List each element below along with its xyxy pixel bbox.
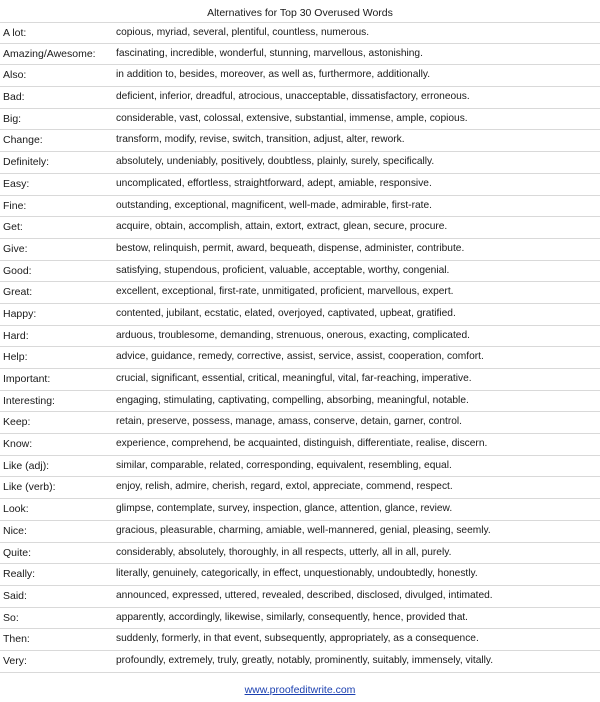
overused-word: Also: (3, 69, 27, 82)
table-row (0, 391, 600, 413)
table-row (0, 347, 600, 369)
table-row (0, 456, 600, 478)
overused-word: Look: (3, 503, 29, 516)
alternative-words: arduous, troublesome, demanding, strenuous, onerous, exacting, complicated. (116, 329, 470, 341)
table-row (0, 261, 600, 283)
overused-word: Give: (3, 242, 28, 255)
alternative-words: bestow, relinquish, permit, award, bequeath, dispense, administer, contribute. (116, 242, 465, 254)
alternative-words: profoundly, extremely, truly, greatly, notably, prominently, suitably, immensely, vitally. (116, 654, 494, 666)
overused-word: Very: (3, 654, 27, 667)
overused-word: Great: (3, 286, 33, 299)
table-row (0, 543, 600, 565)
overused-word: Know: (3, 438, 33, 451)
alternative-words: absolutely, undeniably, positively, doubtless, plainly, surely, specifically. (116, 156, 435, 168)
alternative-words: retain, preserve, possess, manage, amass, conserve, detain, garner, control. (116, 416, 462, 428)
overused-word: Important: (3, 373, 51, 385)
table-row (0, 477, 600, 499)
overused-word: Nice: (3, 524, 27, 537)
table-row (0, 651, 600, 673)
table-row (0, 130, 600, 152)
overused-word: Then: (3, 633, 30, 646)
table-row (0, 434, 600, 456)
table-row (0, 608, 600, 630)
alternative-words: acquire, obtain, accomplish, attain, extort, extract, glean, secure, procure. (116, 221, 448, 233)
alternative-words: enjoy, relish, admire, cherish, regard, extol, appreciate, commend, respect. (116, 481, 453, 493)
table-row (0, 369, 600, 391)
table-row (0, 499, 600, 521)
overused-word: Easy: (3, 177, 30, 190)
alternative-words: experience, comprehend, be acquainted, distinguish, differentiate, realise, discern. (116, 438, 488, 450)
table-row (0, 174, 600, 196)
alternative-words: fascinating, incredible, wonderful, stunning, marvellous, astonishing. (116, 47, 423, 59)
table-row (0, 304, 600, 326)
table-row (0, 586, 600, 608)
overused-word: Big: (3, 112, 22, 125)
alternative-words: excellent, exceptional, first-rate, unmitigated, proficient, marvellous, expert. (116, 286, 454, 298)
alternatives-table (0, 22, 600, 673)
table-row (0, 65, 600, 87)
alternative-words: copious, myriad, several, plentiful, countless, numerous. (116, 27, 370, 38)
overused-word: Good: (3, 264, 32, 277)
alternative-words: transform, modify, revise, switch, transition, adjust, alter, rework. (116, 134, 405, 146)
table-row (0, 412, 600, 434)
alternative-words: contented, jubilant, ecstatic, elated, overjoyed, captivated, upbeat, gratified. (116, 307, 456, 319)
alternative-words: apparently, accordingly, likewise, similarly, consequently, hence, provided that. (116, 611, 469, 623)
table-row (0, 87, 600, 109)
overused-word: So: (3, 611, 19, 624)
table-row (0, 196, 600, 218)
table-row (0, 564, 600, 586)
page-title: Alternatives for Top 30 Overused Words (207, 7, 393, 19)
overused-word: Change: (3, 134, 43, 147)
overused-word: Fine: (3, 199, 27, 212)
overused-word: Like (verb): (3, 481, 56, 494)
alternative-words: gracious, pleasurable, charming, amiable, well-mannered, genial, pleasing, seemly. (116, 524, 491, 536)
overused-word: A lot: (3, 27, 27, 39)
overused-word: Quite: (3, 546, 32, 559)
alternative-words: engaging, stimulating, captivating, compelling, absorbing, meaningful, notable. (116, 394, 469, 406)
overused-word: Interesting: (3, 394, 55, 407)
overused-word: Amazing/Awesome: (3, 47, 96, 60)
alternative-words: suddenly, formerly, in that event, subsequently, appropriately, as a consequence. (116, 633, 479, 645)
alternative-words: deficient, inferior, dreadful, atrocious, unacceptable, dissatisfactory, erroneous. (116, 91, 470, 103)
table-row (0, 152, 600, 174)
alternative-words: satisfying, stupendous, proficient, valuable, acceptable, worthy, congenial. (116, 264, 450, 276)
alternative-words: considerable, vast, colossal, extensive, substantial, immense, ample, copious. (116, 112, 468, 124)
alternative-words: in addition to, besides, moreover, as well as, furthermore, additionally. (116, 69, 431, 81)
overused-word: Get: (3, 221, 23, 234)
alternative-words: uncomplicated, effortless, straightforward, adept, amiable, responsive. (116, 177, 432, 189)
overused-word: Definitely: (3, 156, 50, 169)
overused-word: Hard: (3, 329, 29, 342)
overused-word: Keep: (3, 416, 31, 429)
footer (0, 683, 600, 697)
alternative-words: considerably, absolutely, thoroughly, in all respects, utterly, all in all, purely. (116, 546, 452, 558)
alternative-words: literally, genuinely, categorically, in effect, unquestionably, undoubtedly, honestly. (116, 568, 478, 580)
overused-word: Really: (3, 568, 36, 581)
table-row (0, 282, 600, 304)
overused-word: Said: (3, 589, 27, 602)
table-row (0, 326, 600, 348)
alternative-words: advice, guidance, remedy, corrective, assist, service, assist, cooperation, comfort. (116, 351, 484, 363)
website-link[interactable]: www.proofeditwrite.com (244, 684, 356, 696)
table-row (0, 109, 600, 131)
overused-word: Bad: (3, 91, 25, 104)
overused-word: Like (adj): (3, 459, 50, 472)
alternative-words: glimpse, contemplate, survey, inspection, glance, attention, glance, review. (116, 503, 453, 515)
overused-word: Help: (3, 351, 28, 364)
table-row (0, 239, 600, 261)
overused-word: Happy: (3, 307, 37, 320)
table-row (0, 629, 600, 651)
alternative-words: announced, expressed, uttered, revealed, described, disclosed, divulged, intimated. (116, 589, 493, 601)
alternative-words: crucial, significant, essential, critical, meaningful, vital, far-reaching, imperative. (116, 373, 472, 384)
alternative-words: outstanding, exceptional, magnificent, well-made, admirable, first-rate. (116, 199, 432, 211)
table-row (0, 22, 600, 44)
table-row (0, 217, 600, 239)
table-row (0, 521, 600, 543)
table-row (0, 44, 600, 66)
alternative-words: similar, comparable, related, corresponding, equivalent, resembling, equal. (116, 459, 452, 471)
